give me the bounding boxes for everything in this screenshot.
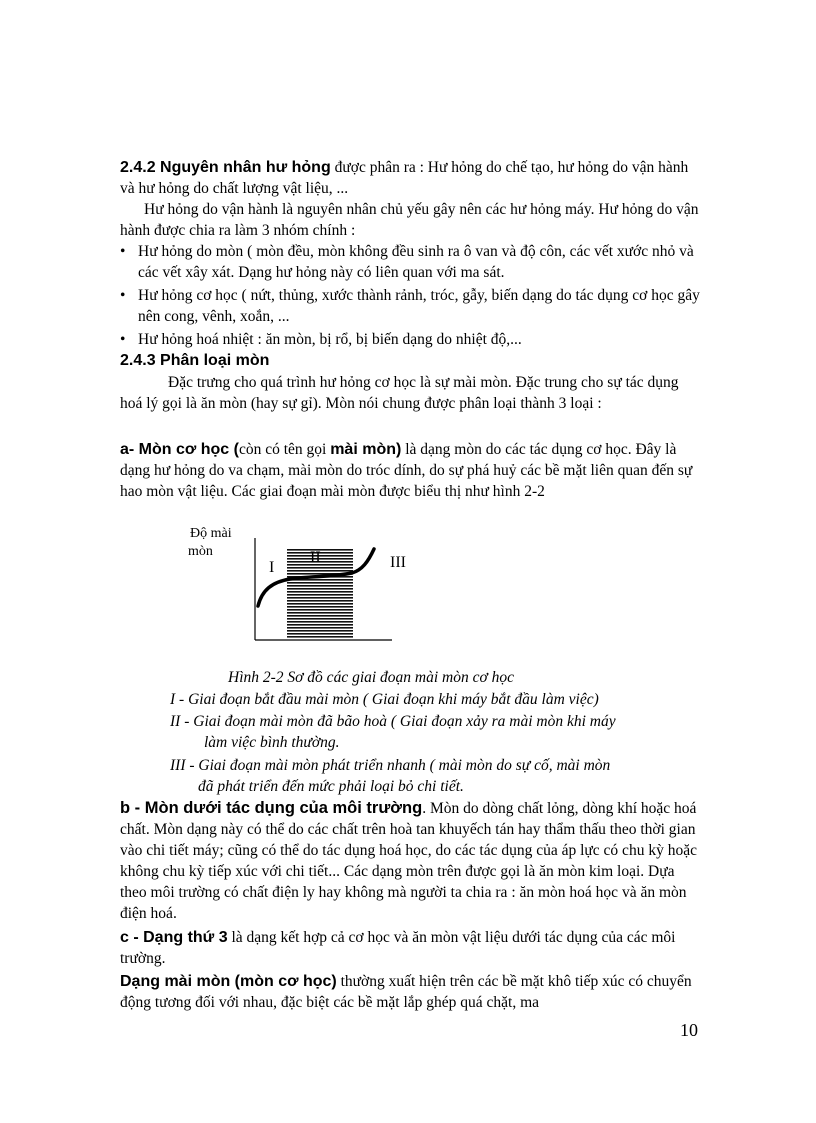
page-number: 10 — [680, 1020, 698, 1040]
section-2-4-3-paragraph: Đặc trưng cho quá trình hư hỏng cơ học là sự mài mòn. Đặc trung cho sự tác dụng hoá lý gọi là ăn mòn (hay sự gỉ). Mòn nói chung được phân loại thành 3 loại : — [120, 374, 679, 412]
item-d-paragraph — [120, 971, 700, 1013]
section-2-4-2-intro-text: được phân ra : Hư hỏng do chế tạo, hư hỏng do vận hành và hư hỏng do chất lượng vật liệu, ... — [120, 159, 689, 197]
figure-caption: Hình 2-2 Sơ đồ các giai đoạn mài mòn cơ học — [228, 669, 515, 686]
figure-legend-item — [170, 689, 710, 710]
bullet-text: Hư hỏng do mòn ( mòn đều, mòn không đều sinh ra ô van và độ côn, các vết xước nhỏ và các vết xây xát. Dạng hư hỏng này có liên quan với ma sát. — [138, 243, 694, 281]
bullet-text: Hư hỏng hoá nhiệt : ăn mòn, bị rổ, bị biến dạng do nhiệt độ,... — [138, 331, 522, 348]
section-heading-2-4-2: 2.4.2 Nguyên nhân hư hỏng — [120, 159, 331, 176]
item-c-text: là dạng kết hợp cả cơ học và ăn mòn vật liệu dưới tác dụng của các môi trường. — [120, 929, 676, 967]
item-c-label: c - Dạng thứ 3 — [120, 929, 228, 946]
bullet-symbol: • — [120, 331, 126, 348]
figure-legend-item — [170, 755, 710, 776]
item-d-text: thường xuất hiện trên các bề mặt khô tiếp xúc có chuyển động tương đối với nhau, đặc biệt các bề mặt lắp ghép quá chặt, ma — [120, 973, 692, 1011]
figure-legend-key: III - — [170, 757, 195, 774]
item-a-text: là dạng mòn do các tác dụng cơ học. Đây là dạng hư hỏng do va chạm, mài mòn do tróc dính, do sự phá huỷ các bề mặt liên quan đến sự hao mòn vật liệu. Các giai đoạn mài mòn được biểu thị như hình 2-2 — [120, 441, 693, 500]
figure-legend-text: Giai đoạn bắt đầu mài mòn ( Giai đoạn khi máy bắt đầu làm việc) — [184, 691, 599, 708]
item-a-mid: còn có tên gọi — [238, 441, 331, 458]
item-a-label: a- Mòn cơ học ( — [120, 441, 239, 458]
figure-legend-item — [170, 711, 710, 732]
bullet-symbol: • — [120, 287, 126, 304]
item-d-label: Dạng mài mòn (mòn cơ học) — [120, 973, 337, 990]
zone-ii-label: II — [310, 549, 321, 566]
figure-legend-text: Giai đoạn mài mòn đã bão hoà ( Giai đoạn xảy ra mài mòn khi máy — [189, 713, 616, 730]
bullet-symbol: • — [120, 243, 126, 260]
figure-legend-key: I - — [170, 691, 185, 708]
item-b-paragraph — [120, 798, 700, 924]
figure-legend-continuation: đã phát triển đến mức phải loại bỏ chi tiết. — [198, 778, 464, 795]
item-a-bold-term: mài mòn) — [330, 441, 402, 458]
bullet-text: Hư hỏng cơ học ( nứt, thủng, xước thành rảnh, tróc, gẫy, biến dạng do tác dụng cơ học gây nên cong, vênh, xoắn, ... — [138, 287, 700, 325]
item-b-text: . Mòn do dòng chất lỏng, dòng khí hoặc hoá chất. Mòn dạng này có thể do các chất trên hoà tan khuyếch tán hay thẩm thấu theo thời gian vào chi tiết máy; cũng có thể do tác dụng hoá học, do các tác dụng của áp lực có chu kỳ hoặc không chu kỳ tiếp xúc với chi tiết... Các dạng mòn trên được gọi là ăn mòn kim loại. Dựa theo môi trường có chất điện ly hay không mà người ta chia ra : ăn mòn hoá học và ăn mòn điện hoá. — [120, 800, 697, 922]
zone-iii-label: III — [390, 554, 406, 571]
section-heading-2-4-3: 2.4.3 Phân loại mòn — [120, 352, 270, 369]
section-2-4-2-paragraph: Hư hỏng do vận hành là nguyên nhân chủ yếu gây nên các hư hỏng máy. Hư hỏng do vận hành được chia ra làm 3 nhóm chính : — [120, 201, 699, 239]
figure-ylabel-line1: Độ mài — [190, 526, 232, 541]
figure-legend-text: Giai đoạn mài mòn phát triển nhanh ( mài mòn do sự cố, mài mòn — [194, 757, 611, 774]
item-b-label: b - Mòn dưới tác dụng của môi trường — [120, 799, 423, 817]
figure-ylabel-line2: mòn — [188, 544, 213, 559]
item-c-paragraph — [120, 927, 700, 969]
zone-i-label: I — [269, 559, 275, 576]
figure-legend-key: II - — [170, 713, 190, 730]
figure-legend-continuation: làm việc bình thường. — [204, 734, 340, 751]
